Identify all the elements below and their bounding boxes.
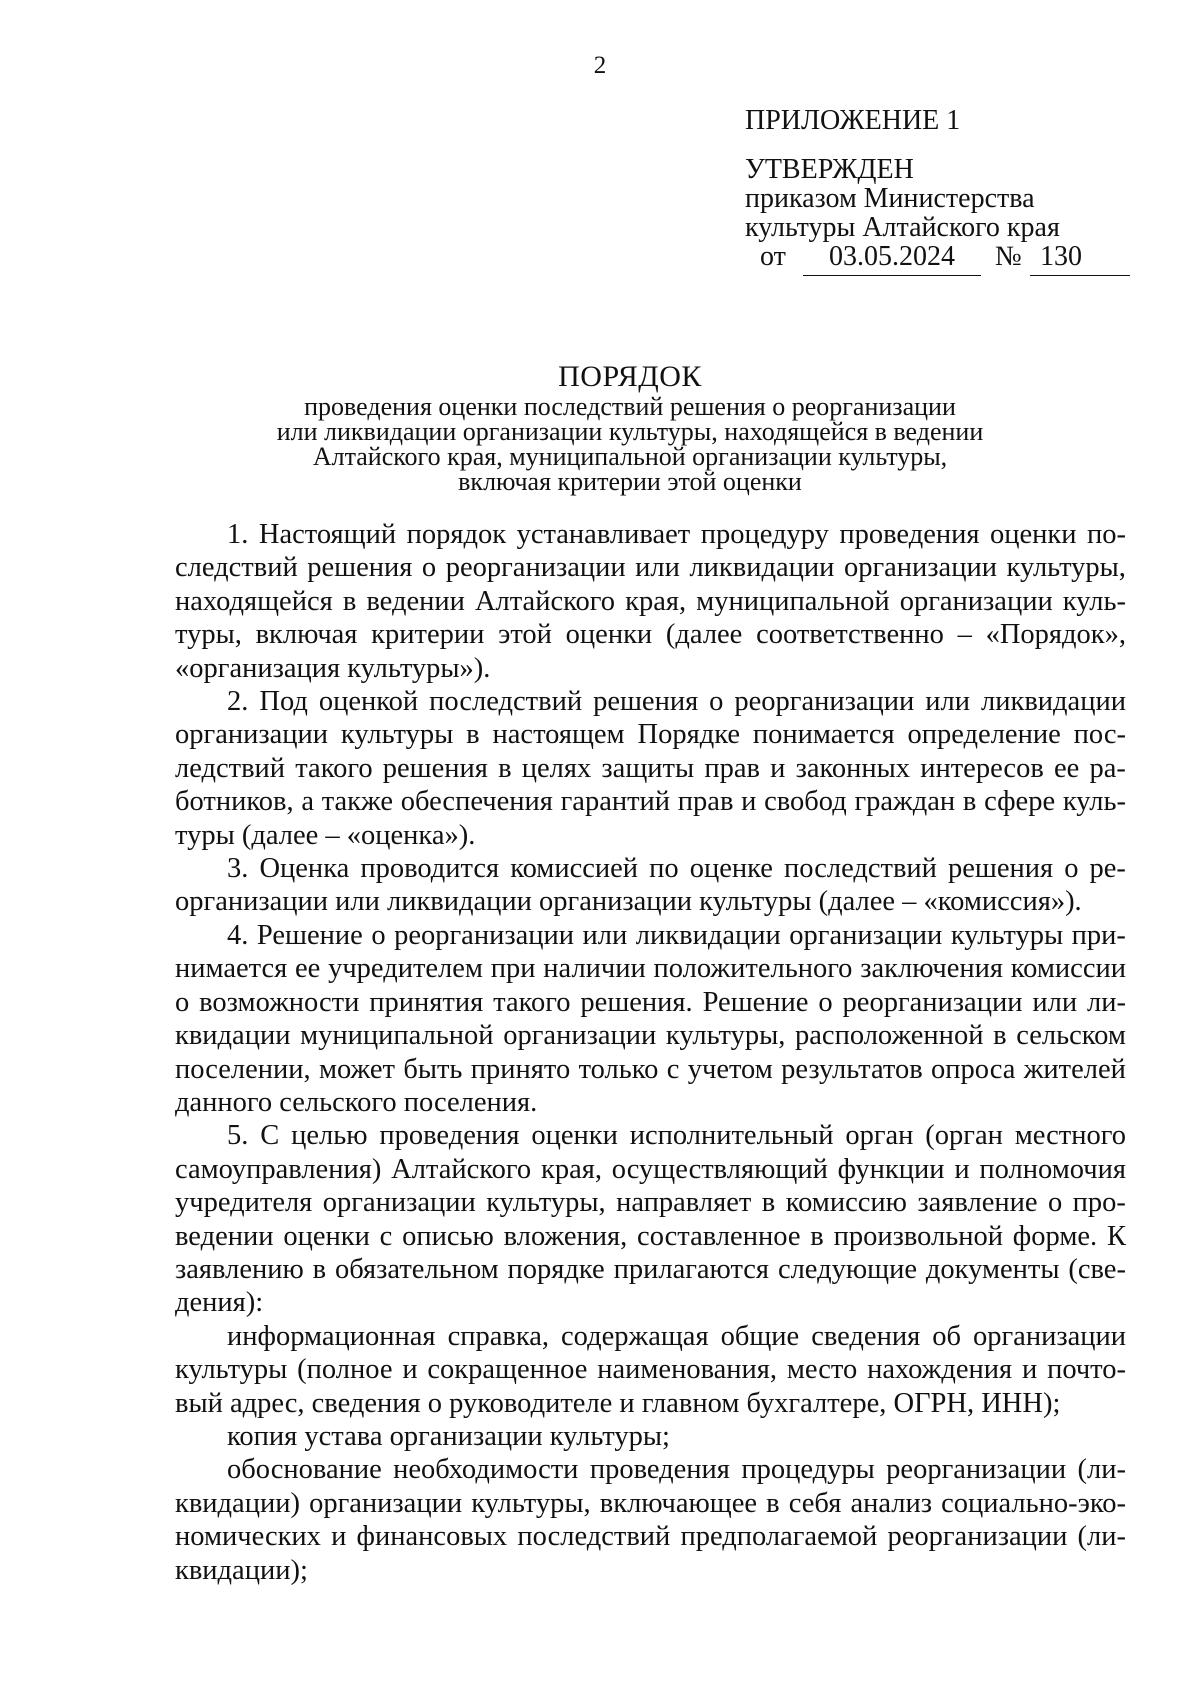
approval-line-2: культуры Алтайского края xyxy=(745,212,1060,243)
text-line: организации культуры в настоящем Порядке понимается определение пос- xyxy=(175,719,1126,751)
paragraph xyxy=(175,685,1126,852)
title-line: Алтайского края, муниципальной организации культуры, xyxy=(312,442,948,471)
from-label: от xyxy=(760,241,786,272)
text-line: ледствий такого решения в целях защиты прав и законных интересов ее ра- xyxy=(175,752,1126,784)
document-title xyxy=(150,360,1110,494)
text-line: ботников, а также обеспечения гарантий прав и свобод граждан в сфере куль- xyxy=(175,786,1126,818)
text-line: культуры (полное и сокращенное наименования, место нахождения и почто- xyxy=(175,1354,1126,1386)
order-date-row xyxy=(745,242,1145,276)
text-line: «организация культуры»). xyxy=(175,652,491,684)
title-line: включая критерии этой оценки xyxy=(458,467,802,496)
text-line: 2. Под оценкой последствий решения о реорганизации или ликвидации xyxy=(227,686,1126,718)
text-line: туры (далее – «оценка»). xyxy=(175,819,476,851)
paragraph xyxy=(175,1453,1126,1587)
text-line: 4. Решение о реорганизации или ликвидации организации культуры при- xyxy=(227,919,1126,951)
text-line: заявлению в обязательном порядке прилагаются следующие документы (све- xyxy=(175,1253,1126,1285)
number-sign: № xyxy=(995,241,1022,272)
text-line: находящейся в ведении Алтайского края, муниципальной организации куль- xyxy=(175,585,1126,617)
paragraph xyxy=(175,518,1126,685)
text-line: копия устава организации культуры; xyxy=(227,1420,670,1452)
text-line: квидации) организации культуры, включающее в себя анализ социально-эко- xyxy=(175,1487,1126,1519)
text-line: обоснование необходимости проведения процедуры реорганизации (ли- xyxy=(227,1454,1126,1486)
paragraph xyxy=(175,919,1126,1119)
text-line: следствий решения о реорганизации или ликвидации организации культуры, xyxy=(175,552,1126,584)
approval-block xyxy=(745,106,1145,276)
text-line: 5. С целью проведения оценки исполнительный орган (орган местного xyxy=(227,1120,1126,1152)
approval-line-1: приказом Министерства xyxy=(745,183,1035,214)
text-line: 3. Оценка проводится комиссией по оценке последствий решения о ре- xyxy=(227,853,1126,885)
text-line: туры, включая критерии этой оценки (далее соответственно – «Порядок», xyxy=(175,619,1126,651)
order-date: 03.05.2024 xyxy=(803,242,981,276)
text-line: поселении, может быть принято только с учетом результатов опроса жителей xyxy=(175,1053,1126,1085)
paragraph xyxy=(175,852,1126,919)
order-number: 130 xyxy=(1030,242,1130,276)
text-line: вый адрес, сведения о руководителе и главном бухгалтере, ОГРН, ИНН); xyxy=(175,1387,1061,1419)
text-line: самоуправления) Алтайского края, осуществляющий функции и полномочия xyxy=(175,1153,1126,1185)
text-line: о возможности принятия такого решения. Решение о реорганизации или ли- xyxy=(175,986,1126,1018)
appendix-label: ПРИЛОЖЕНИЕ 1 xyxy=(745,105,961,136)
text-line: учредителя организации культуры, направляет в комиссию заявление о про- xyxy=(175,1187,1126,1219)
text-line: квидации); xyxy=(175,1554,308,1586)
page-number: 2 xyxy=(593,52,607,79)
text-line: квидации муниципальной организации культуры, расположенной в сельском xyxy=(175,1020,1126,1052)
text-line: организации или ликвидации организации культуры (далее – «комиссия»). xyxy=(175,886,1082,918)
text-line: дения): xyxy=(175,1287,264,1319)
text-line: данного сельского поселения. xyxy=(175,1086,538,1118)
approved-label: УТВЕРЖДЕН xyxy=(745,154,914,185)
text-line: нимается ее учредителем при наличии положительного заключения комиссии xyxy=(175,953,1126,985)
text-line: информационная справка, содержащая общие сведения об организации xyxy=(227,1320,1126,1352)
paragraph xyxy=(175,1320,1126,1420)
text-line: 1. Настоящий порядок устанавливает процедуру проведения оценки по- xyxy=(227,519,1126,550)
document-body xyxy=(175,518,1126,1587)
title-heading: ПОРЯДОК xyxy=(558,360,702,393)
title-line: проведения оценки последствий решения о реорганизации xyxy=(304,392,956,421)
text-line: ведении оценки с описью вложения, составленное в произвольной форме. К xyxy=(175,1220,1126,1252)
paragraph xyxy=(175,1119,1126,1319)
text-line: номических и финансовых последствий предполагаемой реорганизации (ли- xyxy=(175,1521,1126,1553)
paragraph xyxy=(175,1420,1126,1453)
title-line: или ликвидации организации культуры, находящейся в ведении xyxy=(276,417,984,446)
